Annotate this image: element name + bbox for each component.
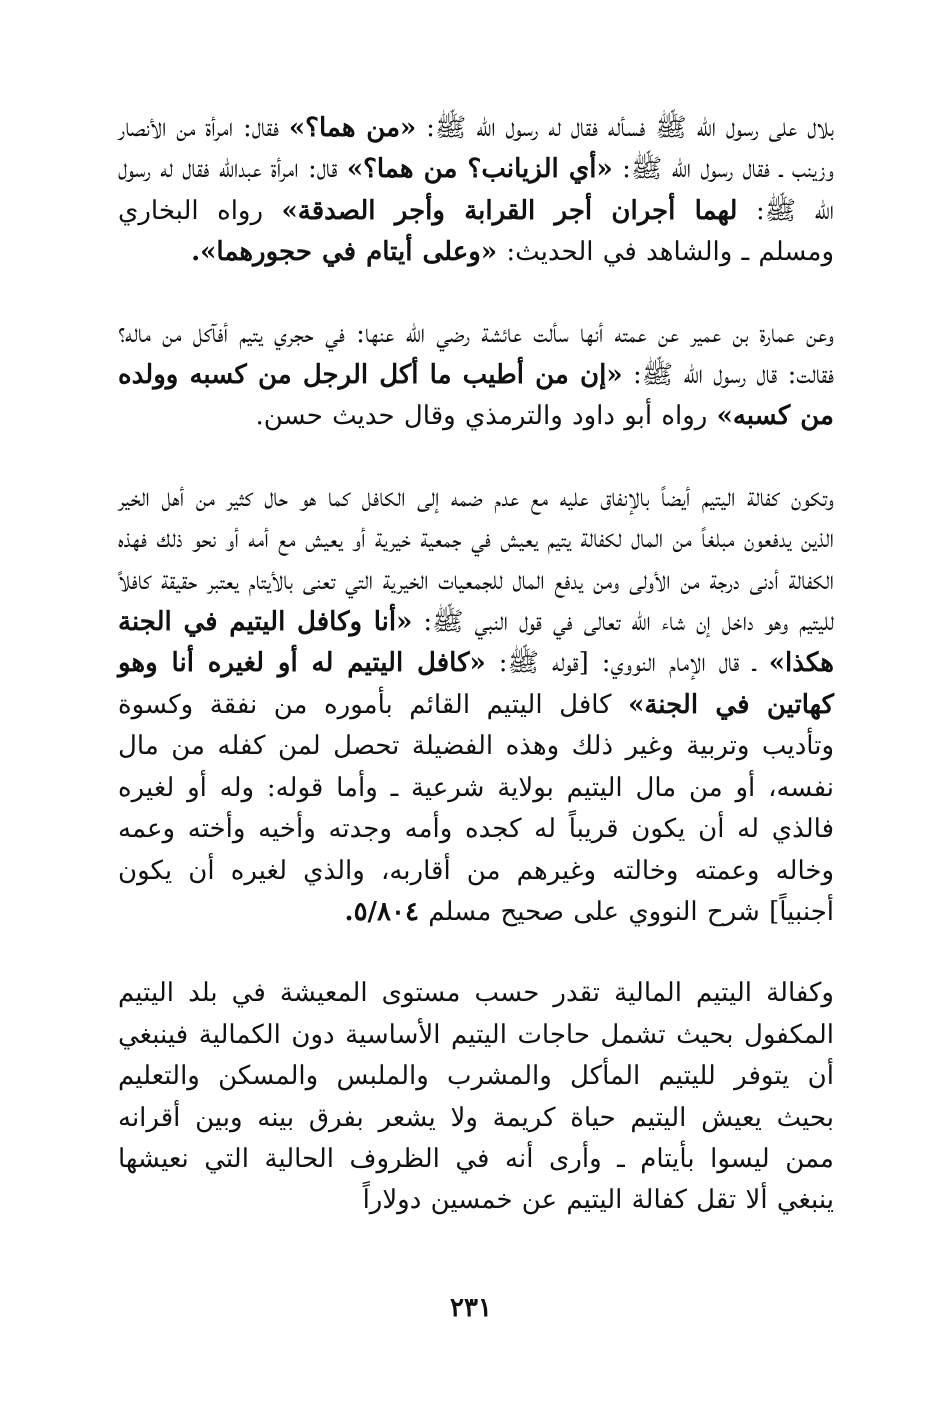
bold-text-segment: «إن من أطيب ما أكل الرجل من كسبه وولده من كسبه» <box>118 360 834 432</box>
text-segment: قال: امرأة عبدالله فقال له رسول الله ﷺ: <box>118 154 835 226</box>
paragraph-4 <box>118 973 834 1221</box>
text-segment: وكفالة اليتيم المالية تقدر حسب مستوى المعيشة في بلد اليتيم المكفول بحيث تشمل حاجات اليتيم الأساسية دون الكمالية فينبغي أن يتوفر لليتيم المأكل والمشرب والملبس والمسكن والتعليم بحيث يعيش اليتيم حياة كريمة ولا يشعر بفرق بينه وبين أقرانه ممن ليسوا بأيتام ـ وأرى أنه في الظروف الحالية التي نعيشها ينبغي ألا تقل كفالة اليتيم عن خمسين دولاراً <box>118 978 834 1216</box>
bold-text-segment: «وعلى أيتام في حجورهما». <box>191 237 498 268</box>
text-segment: فقال: امرأة من الأنصار وزينب ـ فقال رسول الله ﷺ: <box>118 113 834 185</box>
text-segment: ـ قال الإمام النووي: [قوله ﷺ: <box>485 648 769 679</box>
bold-text-segment: ٥/٨٠٤. <box>344 896 419 927</box>
bold-text-segment: «أنا وكافل اليتيم في الجنة هكذا» <box>118 607 834 679</box>
text-segment: رواه البخاري ومسلم ـ والشاهد في الحديث: <box>118 195 834 268</box>
text-segment: بلال على رسول الله ﷺ فسأله فقال له رسول الله ﷺ: <box>416 113 834 143</box>
paragraph-3 <box>118 478 834 933</box>
text-segment: وتكون كفالة اليتيم أيضاً بالإنفاق عليه مع عدم ضمه إلى الكافل كما هو حال كثير من أهل الخير الذين يدفعون مبلغاً من المال لكفالة يتيم يعيش في جمعية خيرية أو يعيش مع أمه أو نحو ذلك فهذه الكفالة أدنى درجة من الأولى ومن يدفع المال للجمعيات الخيرية التي تعنى بالأيتام يعتبر حقيقة كافلاً لليتيم وهو داخل إن شاء الله تعالى في قول النبي ﷺ: <box>118 482 834 638</box>
text-segment: وعن عمارة بن عمير عن عمته أنها سألت عائشة رضي الله عنها: في حجري يتيم أفآكل من ماله؟ فقالت: قال رسول الله ﷺ: <box>118 318 834 391</box>
bold-text-segment: «من هما؟» <box>288 113 417 143</box>
paragraph-1 <box>118 108 834 274</box>
main-text <box>118 108 834 1222</box>
bold-text-segment: لهما أجران أجر القرابة وأجر الصدقة» <box>281 195 738 226</box>
bold-text-segment: «كافل اليتيم له أو لغيره أنا وهو كهاتين في الجنة» <box>118 648 835 720</box>
page-number: ٢٣١ <box>450 1293 492 1323</box>
text-segment: كافل اليتيم القائم بأموره من نفقة وكسوة وتأديب وتربية وغير ذلك وهذه الفضيلة تحصل لمن كفله من مال نفسه، أو من مال اليتيم بولاية شرعية ـ وأما قوله: وله أو لغيره فالذي له أن يكون قريباً له كجده وأمه وجدته وأخيه وأخته وعمه وخاله وعمته وخالته وغيرهم من أقاربه، والذي لغيره أن يكون أجنبياً] شرح النووي على صحيح مسلم <box>118 689 834 927</box>
bold-text-segment: «أي الزيانب؟ من هما؟» <box>346 154 613 185</box>
text-segment: رواه أبو داود والترمذي وقال حديث حسن. <box>255 401 717 432</box>
paragraph-2 <box>118 314 834 438</box>
